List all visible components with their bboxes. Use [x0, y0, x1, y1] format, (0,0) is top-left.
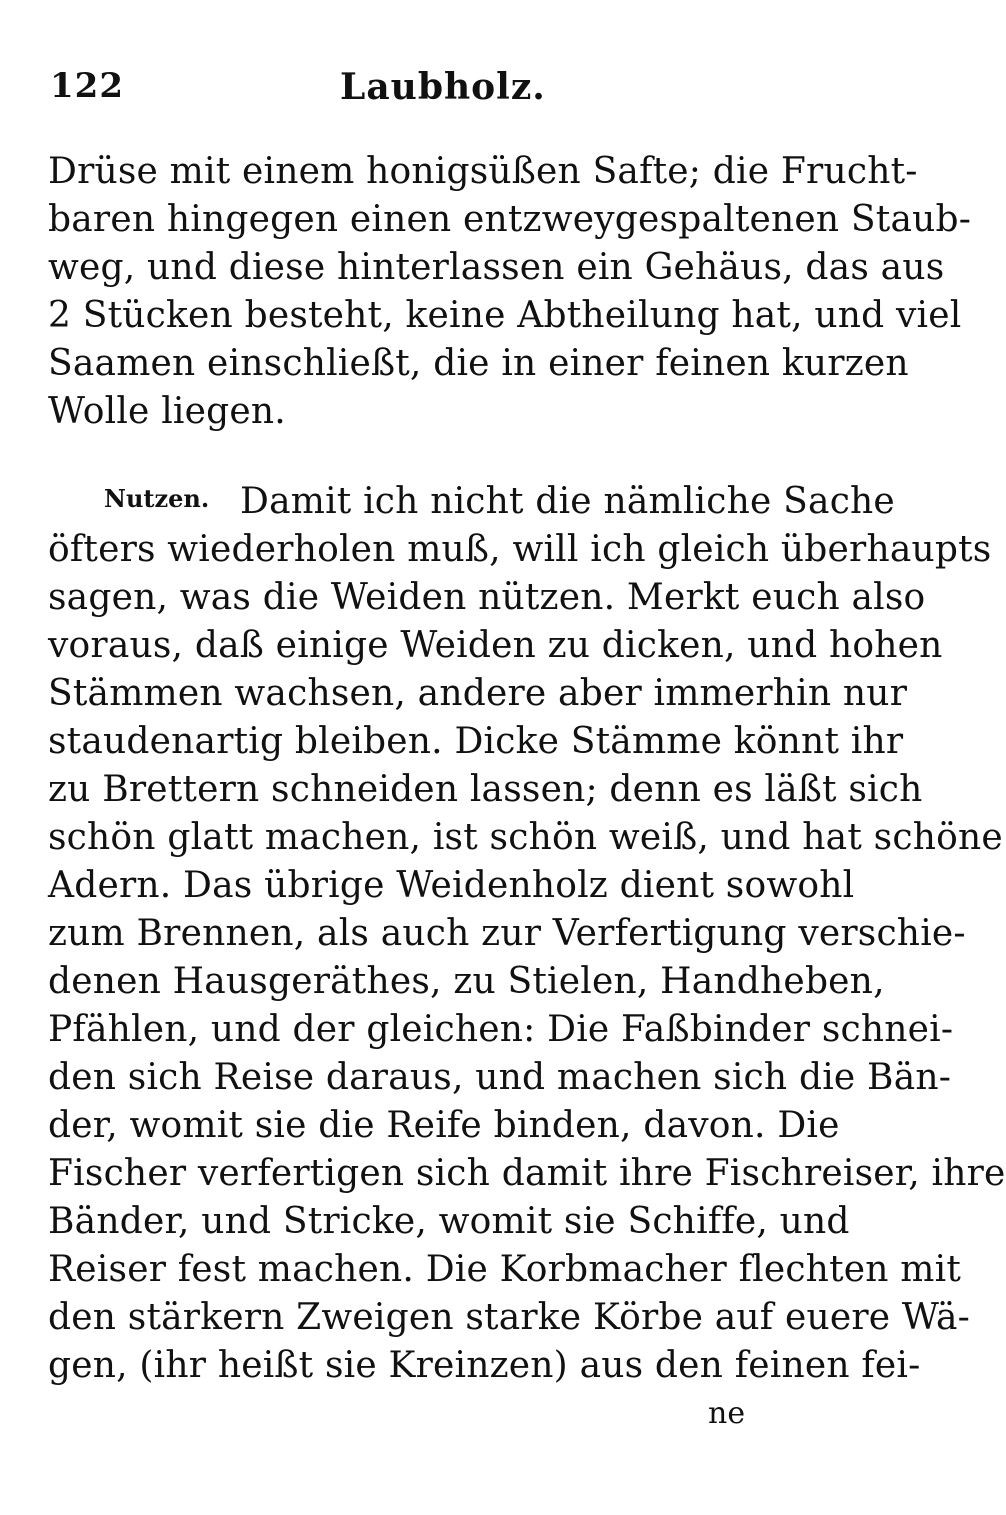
text-line: baren hingegen einen entzweygespaltenen Staub- — [48, 199, 972, 240]
text-line: staudenartig bleiben. Dicke Stämme könnt ihr — [48, 721, 904, 762]
text-line: öfters wiederholen muß, will ich gleich überhaupts — [48, 529, 992, 570]
text-line: der, womit sie die Reife binden, davon. Die — [48, 1105, 840, 1146]
text-line: Pfählen, und der gleichen: Die Faßbinder schnei- — [48, 1009, 954, 1050]
text-line: zu Brettern schneiden lassen; denn es läßt sich — [48, 769, 923, 810]
text-line: Adern. Das übrige Weidenholz dient sowohl — [48, 865, 855, 906]
text-line: den sich Reise daraus, und machen sich die Bän- — [48, 1057, 952, 1098]
text-line: voraus, daß einige Weiden zu dicken, und hohen — [48, 625, 943, 666]
text-line: Fischer verfertigen sich damit ihre Fischreiser, ihre — [48, 1153, 1006, 1194]
text-line: Reiser fest machen. Die Korbmacher flechten mit — [48, 1249, 961, 1290]
page-number: 122 — [50, 66, 124, 106]
catchword: ne — [708, 1396, 746, 1431]
text-line: 2 Stücken besteht, keine Abtheilung hat, und viel — [48, 295, 962, 336]
text-line: Bänder, und Stricke, womit sie Schiffe, und — [48, 1201, 850, 1242]
text-line: Wolle liegen. — [48, 391, 286, 432]
text-line: gen, (ihr heißt sie Kreinzen) aus den feinen fei- — [48, 1345, 921, 1386]
text-line: Saamen einschließt, die in einer feinen kurzen — [48, 343, 909, 384]
page-header — [50, 66, 790, 116]
text-line: den stärkern Zweigen starke Körbe auf euere Wä- — [48, 1297, 971, 1338]
running-title: Laubholz. — [340, 66, 546, 108]
text-line: Damit ich nicht die nämliche Sache — [240, 481, 895, 522]
text-line: sagen, was die Weiden nützen. Merkt euch also — [48, 577, 926, 618]
text-line: denen Hausgeräthes, zu Stielen, Handheben, — [48, 961, 885, 1002]
margin-note: Nutzen. — [104, 484, 210, 513]
text-line: Drüse mit einem honigsüßen Safte; die Frucht- — [48, 151, 918, 192]
text-line: weg, und diese hinterlassen ein Gehäus, das aus — [48, 247, 945, 288]
text-line: schön glatt machen, ist schön weiß, und hat schöne — [48, 817, 1003, 858]
text-line: zum Brennen, als auch zur Verfertigung verschie- — [48, 913, 966, 954]
text-line: Stämmen wachsen, andere aber immerhin nur — [48, 673, 908, 714]
